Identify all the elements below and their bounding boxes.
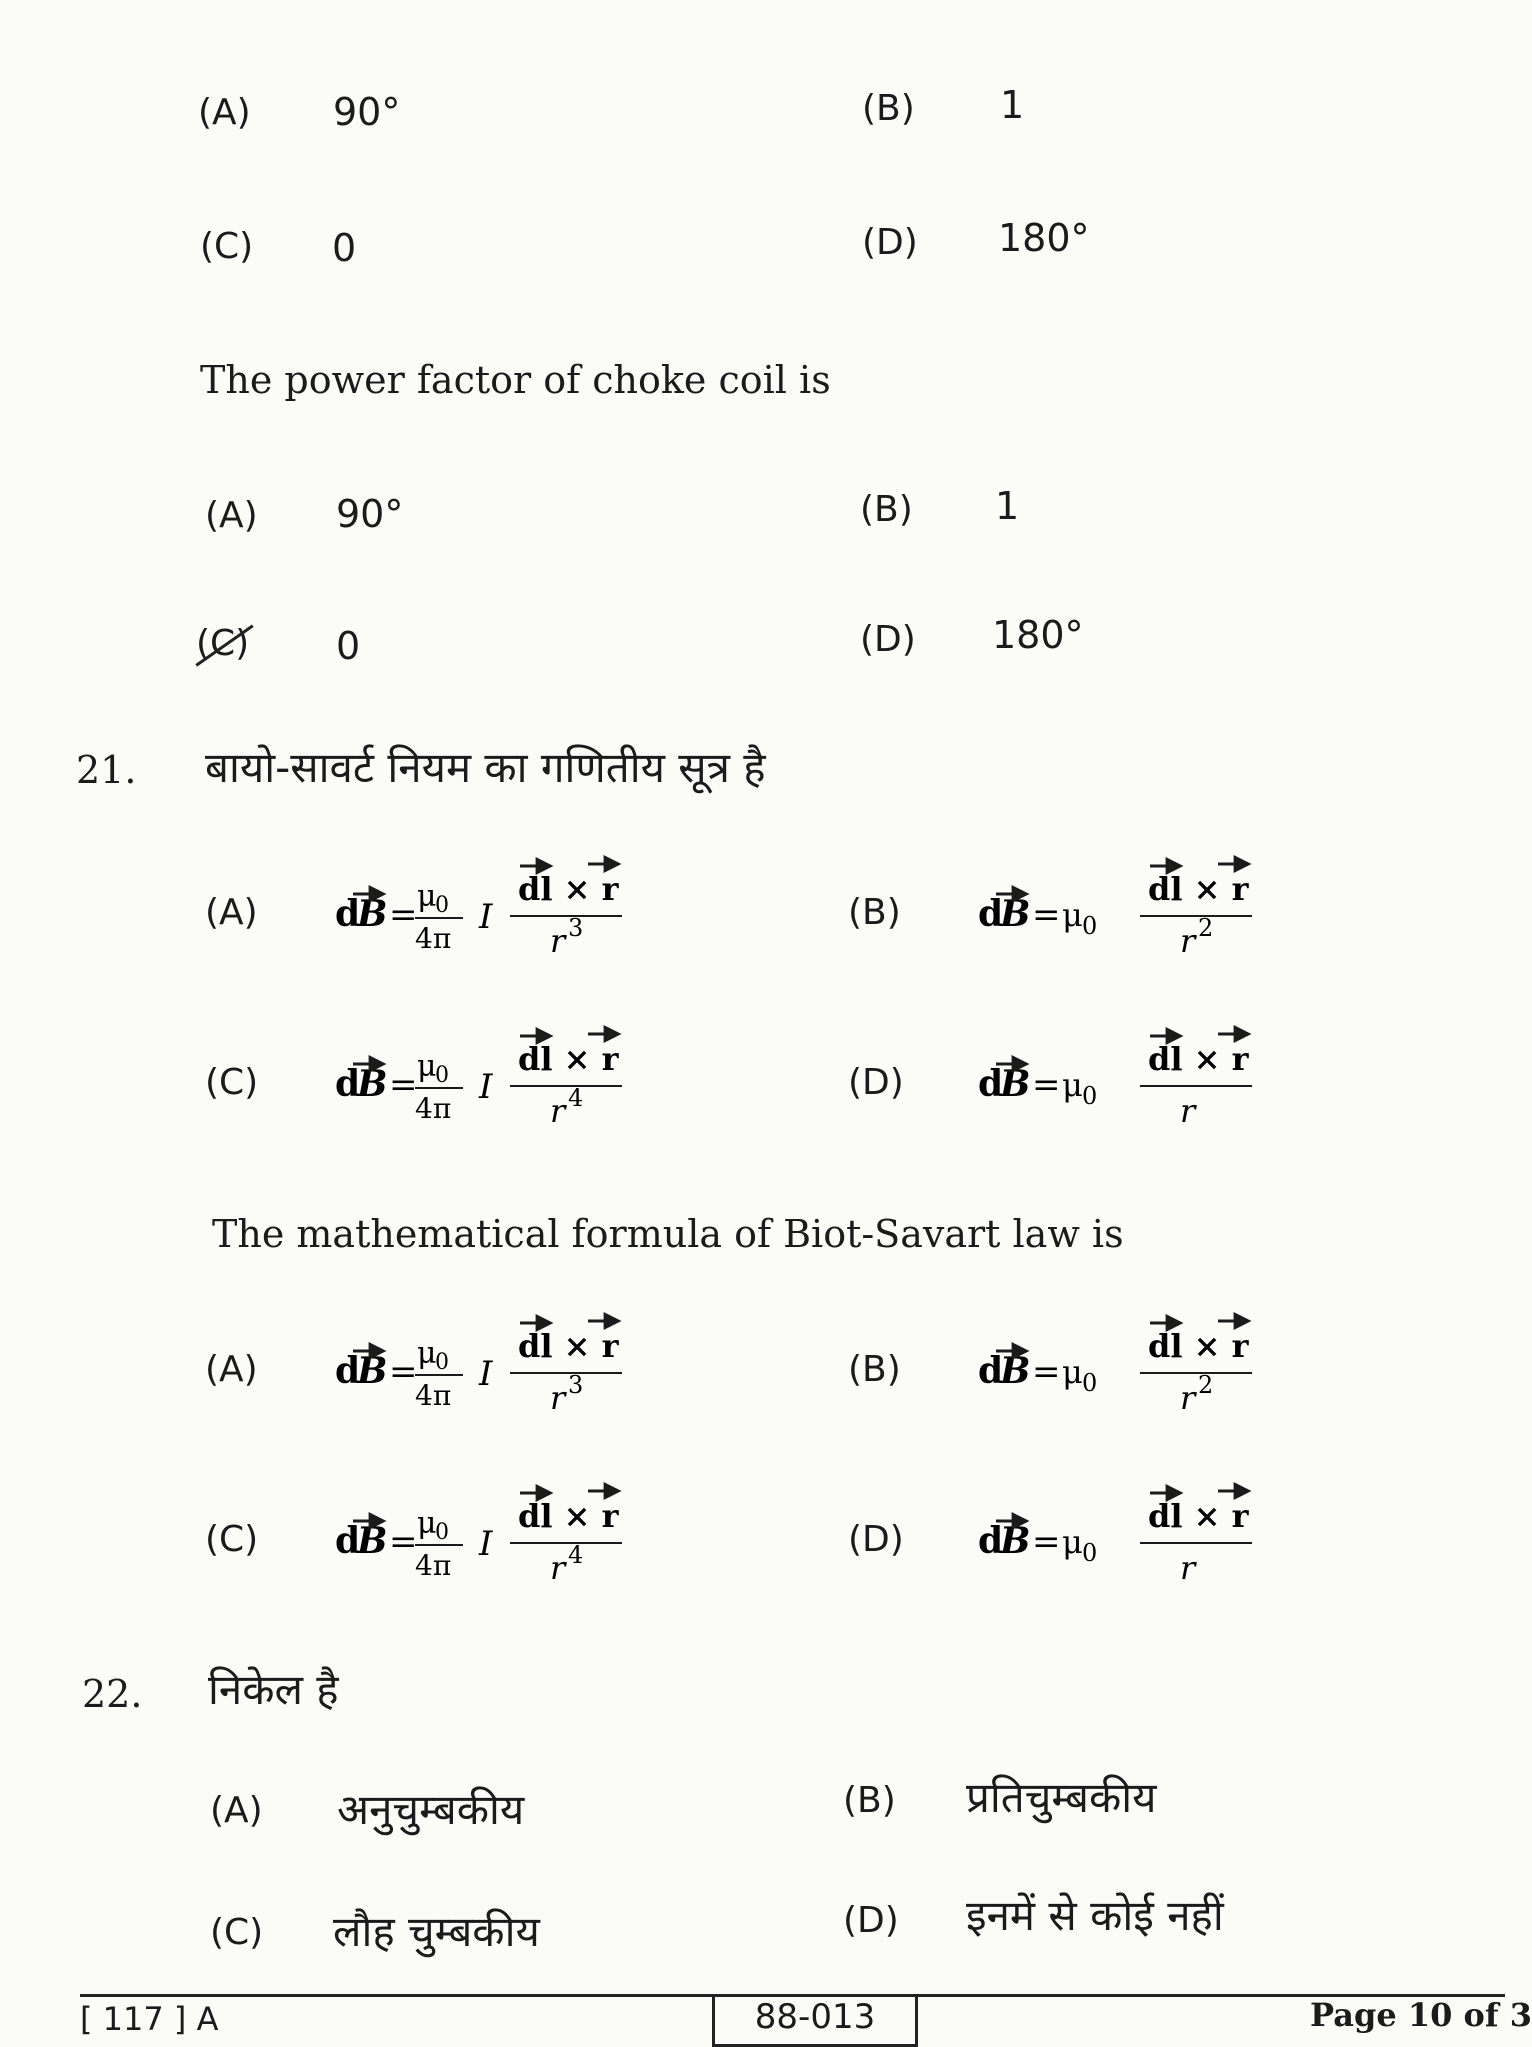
- formula-denominator: r: [1180, 1092, 1196, 1130]
- formula-denominator: r: [1180, 922, 1196, 960]
- mu-symbol: μ: [417, 1506, 437, 1541]
- mu-symbol: μ: [1062, 1066, 1083, 1104]
- biot-savart-formula: [978, 828, 1398, 968]
- question-stem: The power factor of choke coil is: [200, 358, 831, 402]
- biot-savart-formula: [335, 1455, 755, 1595]
- four-pi: 4π: [415, 1549, 452, 1582]
- formula-numerator: dl × r: [1148, 1040, 1249, 1078]
- equals-sign: =: [389, 895, 418, 935]
- formula-lhs-d: d: [335, 1520, 361, 1562]
- mu-symbol: μ: [417, 1336, 437, 1371]
- denominator-exponent: 4: [568, 1541, 584, 1569]
- equals-sign: =: [1032, 1352, 1061, 1392]
- formula-lhs-d: d: [978, 1063, 1004, 1105]
- denominator-exponent: 2: [1198, 1371, 1214, 1399]
- option-label: (B): [860, 489, 913, 530]
- formula-lhs-b: B: [1000, 1350, 1031, 1392]
- option-label: (D): [843, 1900, 899, 1941]
- option-label: (A): [210, 1790, 263, 1831]
- option-value: 0: [332, 226, 357, 270]
- formula-lhs-d: d: [978, 1520, 1004, 1562]
- four-pi: 4π: [415, 1379, 452, 1412]
- question-stem-english: The mathematical formula of Biot-Savart law is: [212, 1212, 1124, 1256]
- equals-sign: =: [1032, 1522, 1061, 1562]
- mu-subscript: 0: [1082, 1082, 1098, 1110]
- option-label: (D): [848, 1519, 904, 1560]
- current-symbol: I: [479, 1524, 493, 1564]
- option-value: लौह चुम्बकीय: [333, 1907, 540, 1956]
- biot-savart-formula: [335, 998, 755, 1138]
- mu-subscript: 0: [1082, 912, 1098, 940]
- four-pi: 4π: [415, 1092, 452, 1125]
- current-symbol: I: [479, 1354, 493, 1394]
- biot-savart-formula: [978, 1455, 1398, 1595]
- option-label: (B): [843, 1780, 896, 1821]
- current-symbol: I: [479, 897, 493, 937]
- formula-denominator: r: [550, 922, 566, 960]
- marked-option-label: (C): [196, 623, 250, 664]
- formula-lhs-b: B: [1000, 1520, 1031, 1562]
- formula-lhs-d: d: [978, 1350, 1004, 1392]
- four-pi: 4π: [415, 922, 452, 955]
- formula-denominator: r: [550, 1549, 566, 1587]
- mu-subscript: 0: [435, 893, 449, 918]
- equals-sign: =: [389, 1065, 418, 1105]
- formula-lhs-b: B: [357, 893, 388, 935]
- biot-savart-formula: [335, 828, 755, 968]
- option-value: 180°: [992, 613, 1084, 657]
- formula-lhs-d: d: [335, 893, 361, 935]
- formula-numerator: dl × r: [1148, 1327, 1249, 1365]
- footer-left: [ 117 ] A: [80, 2000, 219, 2038]
- option-value: 0: [336, 624, 361, 668]
- formula-lhs-b: B: [1000, 1063, 1031, 1105]
- denominator-exponent: 3: [568, 914, 584, 942]
- equals-sign: =: [389, 1522, 418, 1562]
- mu-symbol: μ: [1062, 1353, 1083, 1391]
- option-label: (A): [198, 92, 251, 133]
- mu-symbol: μ: [417, 1049, 437, 1084]
- formula-denominator: r: [550, 1092, 566, 1130]
- option-label: (C): [205, 1519, 259, 1560]
- denominator-exponent: 3: [568, 1371, 584, 1399]
- paper-code: 88-013: [712, 1994, 918, 2047]
- current-symbol: I: [479, 1067, 493, 1107]
- mu-subscript: 0: [435, 1350, 449, 1375]
- formula-lhs-d: d: [335, 1350, 361, 1392]
- option-value: 180°: [998, 216, 1090, 260]
- mu-subscript: 0: [435, 1520, 449, 1545]
- equals-sign: =: [389, 1352, 418, 1392]
- option-value: अनुचुम्बकीय: [337, 1785, 525, 1834]
- option-label: (B): [848, 1349, 901, 1390]
- formula-lhs-d: d: [978, 893, 1004, 935]
- option-value: 90°: [336, 492, 404, 536]
- formula-numerator: dl × r: [1148, 1497, 1249, 1535]
- option-label: (C): [210, 1912, 264, 1953]
- formula-lhs-b: B: [1000, 893, 1031, 935]
- option-label: (B): [862, 88, 915, 129]
- question-number: 21.: [76, 748, 137, 792]
- question-number: 22.: [82, 1672, 143, 1716]
- option-value: 90°: [333, 90, 401, 134]
- formula-numerator: dl × r: [518, 1040, 619, 1078]
- question-stem-hindi: निकेल है: [208, 1665, 339, 1714]
- mu-subscript: 0: [435, 1063, 449, 1088]
- denominator-exponent: 2: [1198, 914, 1214, 942]
- option-label: (D): [860, 619, 916, 660]
- option-label: (C): [200, 226, 254, 267]
- mu-subscript: 0: [1082, 1369, 1098, 1397]
- mu-symbol: μ: [1062, 896, 1083, 934]
- mu-symbol: μ: [1062, 1523, 1083, 1561]
- option-label: (A): [205, 1349, 258, 1390]
- question-stem-hindi: बायो-सावर्ट नियम का गणितीय सूत्र है: [205, 743, 766, 792]
- option-label: (A): [205, 892, 258, 933]
- formula-denominator: r: [550, 1379, 566, 1417]
- biot-savart-formula: [335, 1285, 755, 1425]
- option-label: (B): [848, 892, 901, 933]
- formula-lhs-b: B: [357, 1520, 388, 1562]
- biot-savart-formula: [978, 998, 1398, 1138]
- denominator-exponent: 4: [568, 1084, 584, 1112]
- formula-lhs-b: B: [357, 1350, 388, 1392]
- formula-lhs-b: B: [357, 1063, 388, 1105]
- equals-sign: =: [1032, 1065, 1061, 1105]
- option-value: इनमें से कोई नहीं: [966, 1891, 1224, 1940]
- option-value: 1: [995, 484, 1020, 528]
- option-value: प्रतिचुम्बकीय: [966, 1773, 1157, 1822]
- formula-denominator: r: [1180, 1379, 1196, 1417]
- mu-symbol: μ: [417, 879, 437, 914]
- option-label: (D): [862, 222, 918, 263]
- formula-denominator: r: [1180, 1549, 1196, 1587]
- option-value: 1: [1000, 83, 1025, 127]
- option-label: (D): [848, 1062, 904, 1103]
- formula-numerator: dl × r: [1148, 870, 1249, 908]
- option-label: (A): [205, 495, 258, 536]
- biot-savart-formula: [978, 1285, 1398, 1425]
- formula-numerator: dl × r: [518, 1327, 619, 1365]
- formula-lhs-d: d: [335, 1063, 361, 1105]
- equals-sign: =: [1032, 895, 1061, 935]
- formula-numerator: dl × r: [518, 1497, 619, 1535]
- page-number: Page 10 of 3: [1310, 1996, 1532, 2034]
- mu-subscript: 0: [1082, 1539, 1098, 1567]
- formula-numerator: dl × r: [518, 870, 619, 908]
- option-label: (C): [205, 1062, 259, 1103]
